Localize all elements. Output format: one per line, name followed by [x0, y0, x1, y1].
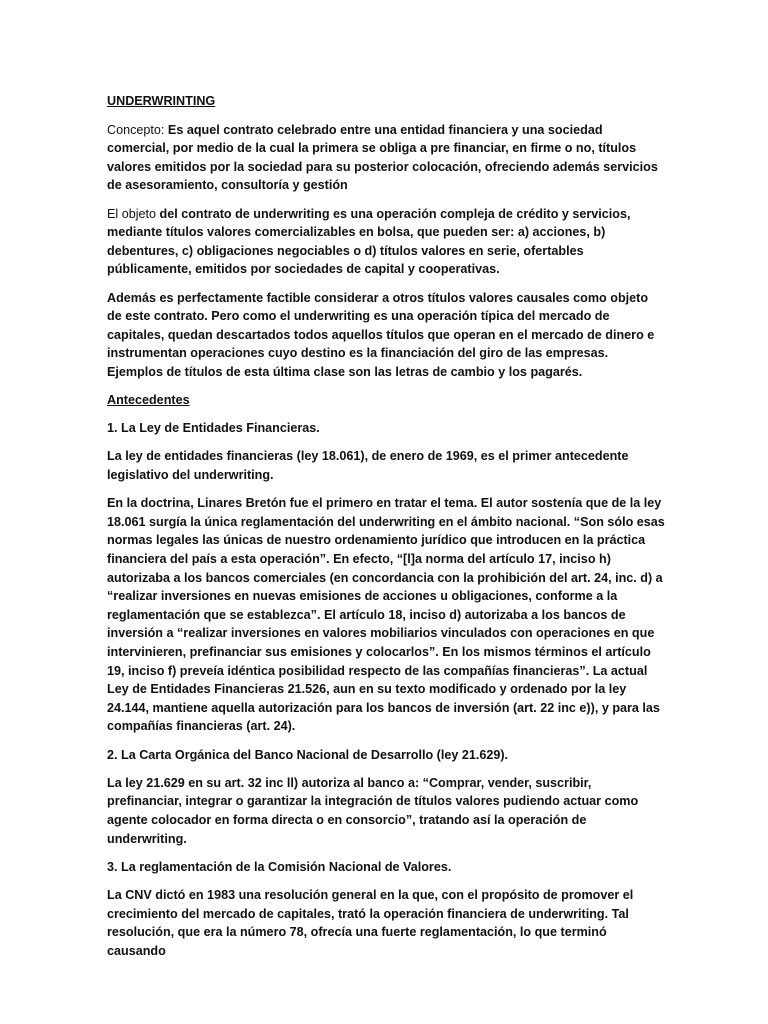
- section1-paragraph-1: La ley de entidades financieras (ley 18.061), de enero de 1969, es el primer antecedente legislativo del underwriting.: [107, 449, 629, 483]
- section3-heading: 3. La reglamentación de la Comisión Nacional de Valores.: [107, 859, 452, 874]
- section1-paragraph-2: En la doctrina, Linares Bretón fue el primero en tratar el tema. El autor sostenía que de la ley 18.061 surgía la única reglamentación del underwriting en el ámbito nacional. “Son sólo esas normas legales las únicas de nuestro ordenamiento jurídico que introducen en la práctica financiera del país a esta operación”. En efecto, “[l]a norma del artículo 17, inciso h) autorizaba a los bancos comerciales (en concordancia con la prohibición del art. 24, inc. d) a “realizar inversiones en nuevas emisiones de acciones u obligaciones, conforme a la reglamentación que se establezca”. El artículo 18, inciso d) autorizaba a los bancos de inversión a “realizar inversiones en valores mobiliarios vinculados con operaciones en que intervinieren, prefinanciar sus emisiones y colocarlos”. En los mismos términos el artículo 19, inciso f) preveía idéntica posibilidad respecto de las compañías financieras”. La actual Ley de Entidades Financieras 21.526, aun en su texto modificado y ordenado por la ley 24.144, mantiene aquella autorización para los bancos de inversión (art. 22 inc e)), y para las compañías financieras (art. 24).: [107, 496, 665, 734]
- section2-heading: 2. La Carta Orgánica del Banco Nacional de Desarrollo (ley 21.629).: [107, 747, 509, 762]
- concepto-paragraph: [107, 121, 665, 195]
- antecedentes-heading: Antecedentes: [107, 393, 190, 408]
- ademas-paragraph: Además es perfectamente factible considerar a otros títulos valores causales como objeto de este contrato. Pero como el underwriting es una operación típica del mercado de capitales, quedan descartados todos aquellos títulos que operan en el mercado de dinero e instrumentan operaciones cuyo destino es la financiación del giro de las empresas. Ejemplos de títulos de esta última clase son las letras de cambio y los pagarés.: [107, 290, 655, 379]
- objeto-text: del contrato de underwriting es una operación compleja de crédito y servicios, mediante títulos valores comercializables en bolsa, que pueden ser: a) acciones, b) debentures, c) obligaciones negociables o d) títulos valores en serie, ofertables públicamente, emitidos por sociedades de capital y cooperativas.: [107, 206, 631, 277]
- objeto-label: El objeto: [107, 206, 157, 221]
- objeto-paragraph: [107, 205, 665, 279]
- concepto-label: Concepto:: [107, 122, 165, 137]
- section3-paragraph-1: La CNV dictó en 1983 una resolución general en la que, con el propósito de promover el crecimiento del mercado de capitales, trató la operación financiera de underwriting. Tal resolución, que era la número 78, ofrecía una fuerte reglamentación, lo que terminó causando: [107, 887, 634, 958]
- section1-heading: 1. La Ley de Entidades Financieras.: [107, 421, 320, 436]
- document-title: UNDERWRINTING: [107, 94, 216, 108]
- concepto-text: Es aquel contrato celebrado entre una entidad financiera y una sociedad comercial, por medio de la cual la primera se obliga a pre financiar, en firme o no, títulos valores emitidos por la sociedad para su posterior colocación, ofreciendo además servicios de asesoramiento, consultoría y gestión: [107, 122, 658, 193]
- section2-paragraph-1: La ley 21.629 en su art. 32 inc ll) autoriza al banco a: “Comprar, vender, suscribir, prefinanciar, integrar o garantizar la integración de títulos valores pudiendo actuar como agente colocador en forma directa o en consorcio”, tratando así la operación de underwriting.: [107, 775, 639, 846]
- document-page: [107, 92, 665, 970]
